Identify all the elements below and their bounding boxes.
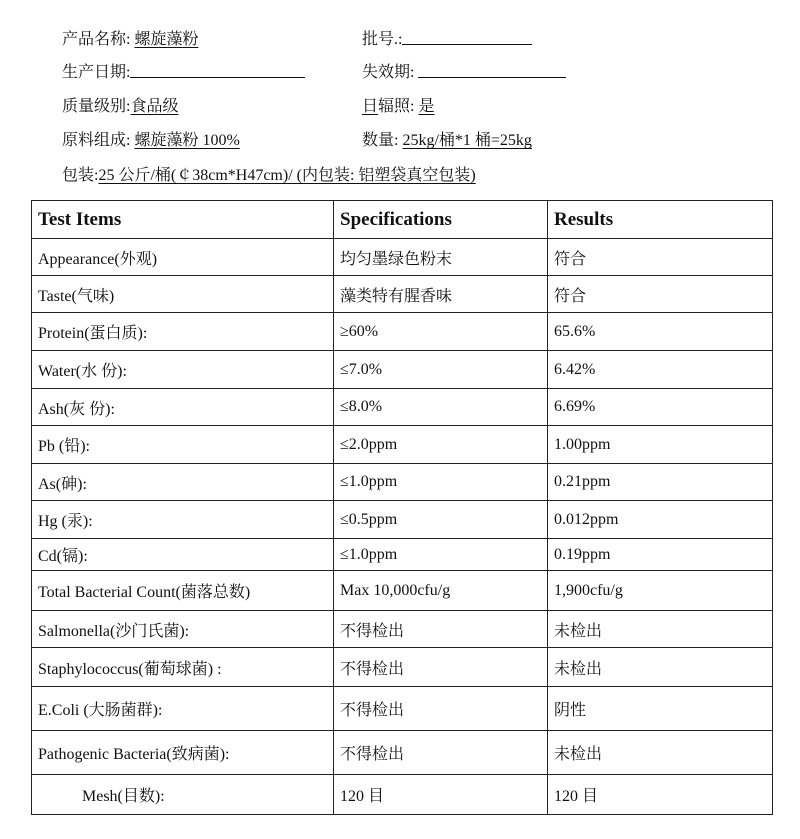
result-cell: 65.6% [548, 313, 773, 351]
specification-cell: 不得检出 [334, 611, 548, 648]
table-row [32, 731, 773, 775]
result-cell: 阴性 [548, 687, 773, 731]
product-name-label: 产品名称: [62, 31, 135, 48]
table-row [32, 571, 773, 611]
test-item-cell: As(砷): [32, 464, 334, 501]
packaging-label: 包装: [62, 167, 99, 184]
result-cell: 120 目 [548, 775, 773, 815]
expiry-date-line [362, 63, 566, 83]
table-row [32, 775, 773, 815]
batch-number-line [362, 30, 532, 50]
product-info-block [0, 0, 800, 200]
test-item-cell: Cd(镉): [32, 539, 334, 571]
test-item-cell: Total Bacterial Count(菌落总数) [32, 571, 334, 611]
table-row [32, 464, 773, 501]
expiry-date-blank [418, 63, 566, 78]
table-row [32, 539, 773, 571]
table-row [32, 687, 773, 731]
expiry-date-label: 失效期: [362, 64, 419, 81]
packaging-line [62, 166, 476, 186]
production-date-label: 生产日期: [62, 64, 131, 81]
result-cell: 符合 [548, 239, 773, 276]
product-name-line [62, 30, 198, 50]
result-cell: 0.21ppm [548, 464, 773, 501]
specification-cell: 藻类特有腥香味 [334, 276, 548, 313]
specification-table [31, 200, 773, 815]
production-date-line [62, 63, 305, 83]
column-header-results: Results [548, 201, 773, 239]
batch-number-label: 批号.: [362, 31, 403, 48]
table-row [32, 648, 773, 687]
table-row [32, 389, 773, 426]
table-row [32, 426, 773, 464]
irradiation-label: 辐照: [378, 98, 419, 115]
test-item-cell: Water(水 份): [32, 351, 334, 389]
test-item-cell: Mesh(目数): [32, 775, 334, 815]
specification-cell: ≤7.0% [334, 351, 548, 389]
test-item-cell: E.Coli (大肠菌群): [32, 687, 334, 731]
quality-grade-label: 质量级别: [62, 98, 131, 115]
result-cell: 0.012ppm [548, 501, 773, 539]
table-row [32, 351, 773, 389]
test-item-cell: Pb (铅): [32, 426, 334, 464]
composition-value: 螺旋藻粉 100% [134, 132, 240, 149]
specification-cell: ≤1.0ppm [334, 464, 548, 501]
test-item-cell: Appearance(外观) [32, 239, 334, 276]
specification-cell: 不得检出 [334, 648, 548, 687]
specification-cell: 120 目 [334, 775, 548, 815]
test-item-cell: Taste(气味) [32, 276, 334, 313]
packaging-value: 25 公斤/桶(￠38cm*H47cm)/ (内包装: 铝塑袋真空包装) [98, 167, 476, 184]
specification-cell: 均匀墨绿色粉末 [334, 239, 548, 276]
column-header-specifications: Specifications [334, 201, 548, 239]
specification-cell: Max 10,000cfu/g [334, 571, 548, 611]
batch-number-blank [402, 30, 532, 45]
test-item-cell: Salmonella(沙门氏菌): [32, 611, 334, 648]
table-row [32, 611, 773, 648]
product-name-value: 螺旋藻粉 [134, 31, 199, 48]
specification-cell: 不得检出 [334, 731, 548, 775]
result-cell: 6.69% [548, 389, 773, 426]
specification-cell: ≤0.5ppm [334, 501, 548, 539]
irradiation-line [362, 97, 434, 117]
result-cell: 未检出 [548, 648, 773, 687]
table-header-row [32, 201, 773, 239]
quality-grade-value: 食品级 [130, 98, 179, 115]
quantity-label: 数量: [362, 132, 403, 149]
composition-label: 原料组成: [62, 132, 135, 149]
table-row [32, 239, 773, 276]
test-item-cell: Hg (汞): [32, 501, 334, 539]
irradiation-value: 是 [418, 98, 435, 115]
test-item-cell: Ash(灰 份): [32, 389, 334, 426]
specification-cell: 不得检出 [334, 687, 548, 731]
result-cell: 未检出 [548, 611, 773, 648]
specification-cell: ≤2.0ppm [334, 426, 548, 464]
column-header-test-items: Test Items [32, 201, 334, 239]
specification-cell: ≤1.0ppm [334, 539, 548, 571]
result-cell: 1,900cfu/g [548, 571, 773, 611]
table-row [32, 501, 773, 539]
result-cell: 0.19ppm [548, 539, 773, 571]
result-cell: 1.00ppm [548, 426, 773, 464]
table-row [32, 276, 773, 313]
irradiation-label-underlined: 日 [362, 98, 379, 115]
quality-grade-line [62, 97, 178, 117]
specification-cell: ≥60% [334, 313, 548, 351]
test-item-cell: Protein(蛋白质): [32, 313, 334, 351]
result-cell: 未检出 [548, 731, 773, 775]
result-cell: 6.42% [548, 351, 773, 389]
test-item-cell: Staphylococcus(葡萄球菌) : [32, 648, 334, 687]
quantity-line [362, 131, 532, 151]
quantity-value: 25kg/桶*1 桶=25kg [402, 132, 532, 149]
table-row [32, 313, 773, 351]
composition-line [62, 131, 240, 151]
production-date-blank [130, 63, 305, 78]
specification-cell: ≤8.0% [334, 389, 548, 426]
result-cell: 符合 [548, 276, 773, 313]
test-item-cell: Pathogenic Bacteria(致病菌): [32, 731, 334, 775]
